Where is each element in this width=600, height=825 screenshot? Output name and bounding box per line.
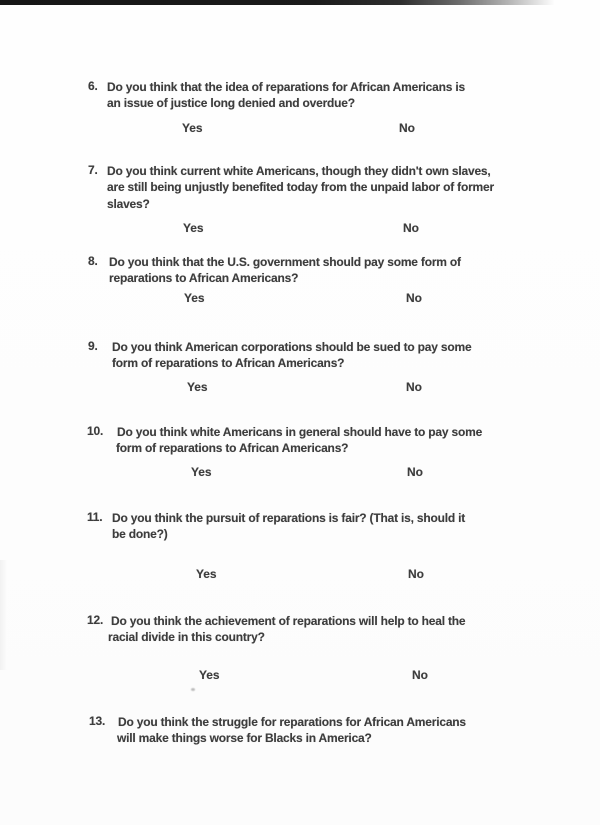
answer-no-label: No — [412, 668, 428, 682]
question-text-line: Do you think the struggle for reparations for African Americans — [118, 715, 466, 729]
answer-options-9 — [0, 380, 600, 396]
answer-options-10 — [0, 465, 600, 481]
question-number: 6. — [88, 79, 98, 93]
answer-no-label: No — [406, 291, 422, 305]
answer-yes-label: Yes — [199, 668, 220, 682]
question-text-line: be done?) — [112, 527, 168, 542]
answer-no-label: No — [407, 465, 423, 479]
answer-yes-label: Yes — [184, 291, 205, 305]
question-text-line: Do you think American corporations should be sued to pay some — [112, 340, 472, 354]
question-item-7 — [0, 163, 600, 212]
answer-yes-label: Yes — [182, 121, 203, 135]
answer-no-label: No — [399, 121, 415, 135]
question-number: 8. — [88, 254, 98, 268]
question-text-line: Do you think current white Americans, though they didn't own slaves, — [107, 164, 491, 178]
question-text-line: reparations to African Americans? — [109, 271, 299, 286]
answer-no-label: No — [406, 380, 422, 394]
question-number: 9. — [88, 339, 98, 353]
question-text-line: Do you think that the U.S. government should pay some form of — [109, 255, 461, 269]
question-text-line: Do you think that the idea of reparations for African Americans is — [107, 80, 465, 94]
question-item-12 — [0, 613, 600, 646]
question-text-line: form of reparations to African Americans? — [116, 441, 349, 456]
question-number: 10. — [87, 424, 104, 438]
answer-options-6 — [0, 121, 600, 137]
question-item-13 — [0, 714, 600, 747]
question-text-line: Do you think the achievement of reparations will help to heal the — [111, 614, 466, 628]
scan-artifact-top-bar — [0, 0, 572, 5]
answer-yes-label: Yes — [183, 221, 204, 235]
question-text-line: an issue of justice long denied and overdue? — [107, 96, 355, 111]
answer-options-8 — [0, 291, 600, 307]
answer-options-11 — [0, 567, 600, 583]
question-number: 12. — [87, 613, 104, 627]
question-item-10 — [0, 424, 600, 457]
question-text-line: form of reparations to African Americans? — [112, 356, 345, 371]
question-text-line: are still being unjustly benefited today from the unpaid labor of former — [107, 180, 494, 195]
question-text-line: slaves? — [107, 196, 150, 211]
answer-yes-label: Yes — [191, 465, 212, 479]
question-text-line: will make things worse for Blacks in America? — [117, 731, 372, 746]
question-number: 13. — [89, 714, 106, 728]
question-text-line: Do you think white Americans in general should have to pay some — [117, 425, 483, 439]
question-number: 11. — [87, 510, 103, 524]
answer-no-label: No — [403, 221, 419, 235]
answer-yes-label: Yes — [196, 567, 217, 581]
question-text-line: racial divide in this country? — [108, 630, 265, 645]
question-text-line: Do you think the pursuit of reparations is fair? (That is, should it — [112, 511, 466, 525]
question-item-8 — [0, 254, 600, 287]
question-item-9 — [0, 339, 600, 372]
question-item-6 — [0, 79, 600, 112]
answer-yes-label: Yes — [187, 380, 208, 394]
scan-artifact-speck — [191, 688, 195, 691]
answer-options-12 — [0, 668, 600, 684]
question-number: 7. — [88, 163, 98, 177]
answer-no-label: No — [408, 567, 424, 581]
answer-options-7 — [0, 221, 600, 237]
question-item-11 — [0, 510, 600, 543]
